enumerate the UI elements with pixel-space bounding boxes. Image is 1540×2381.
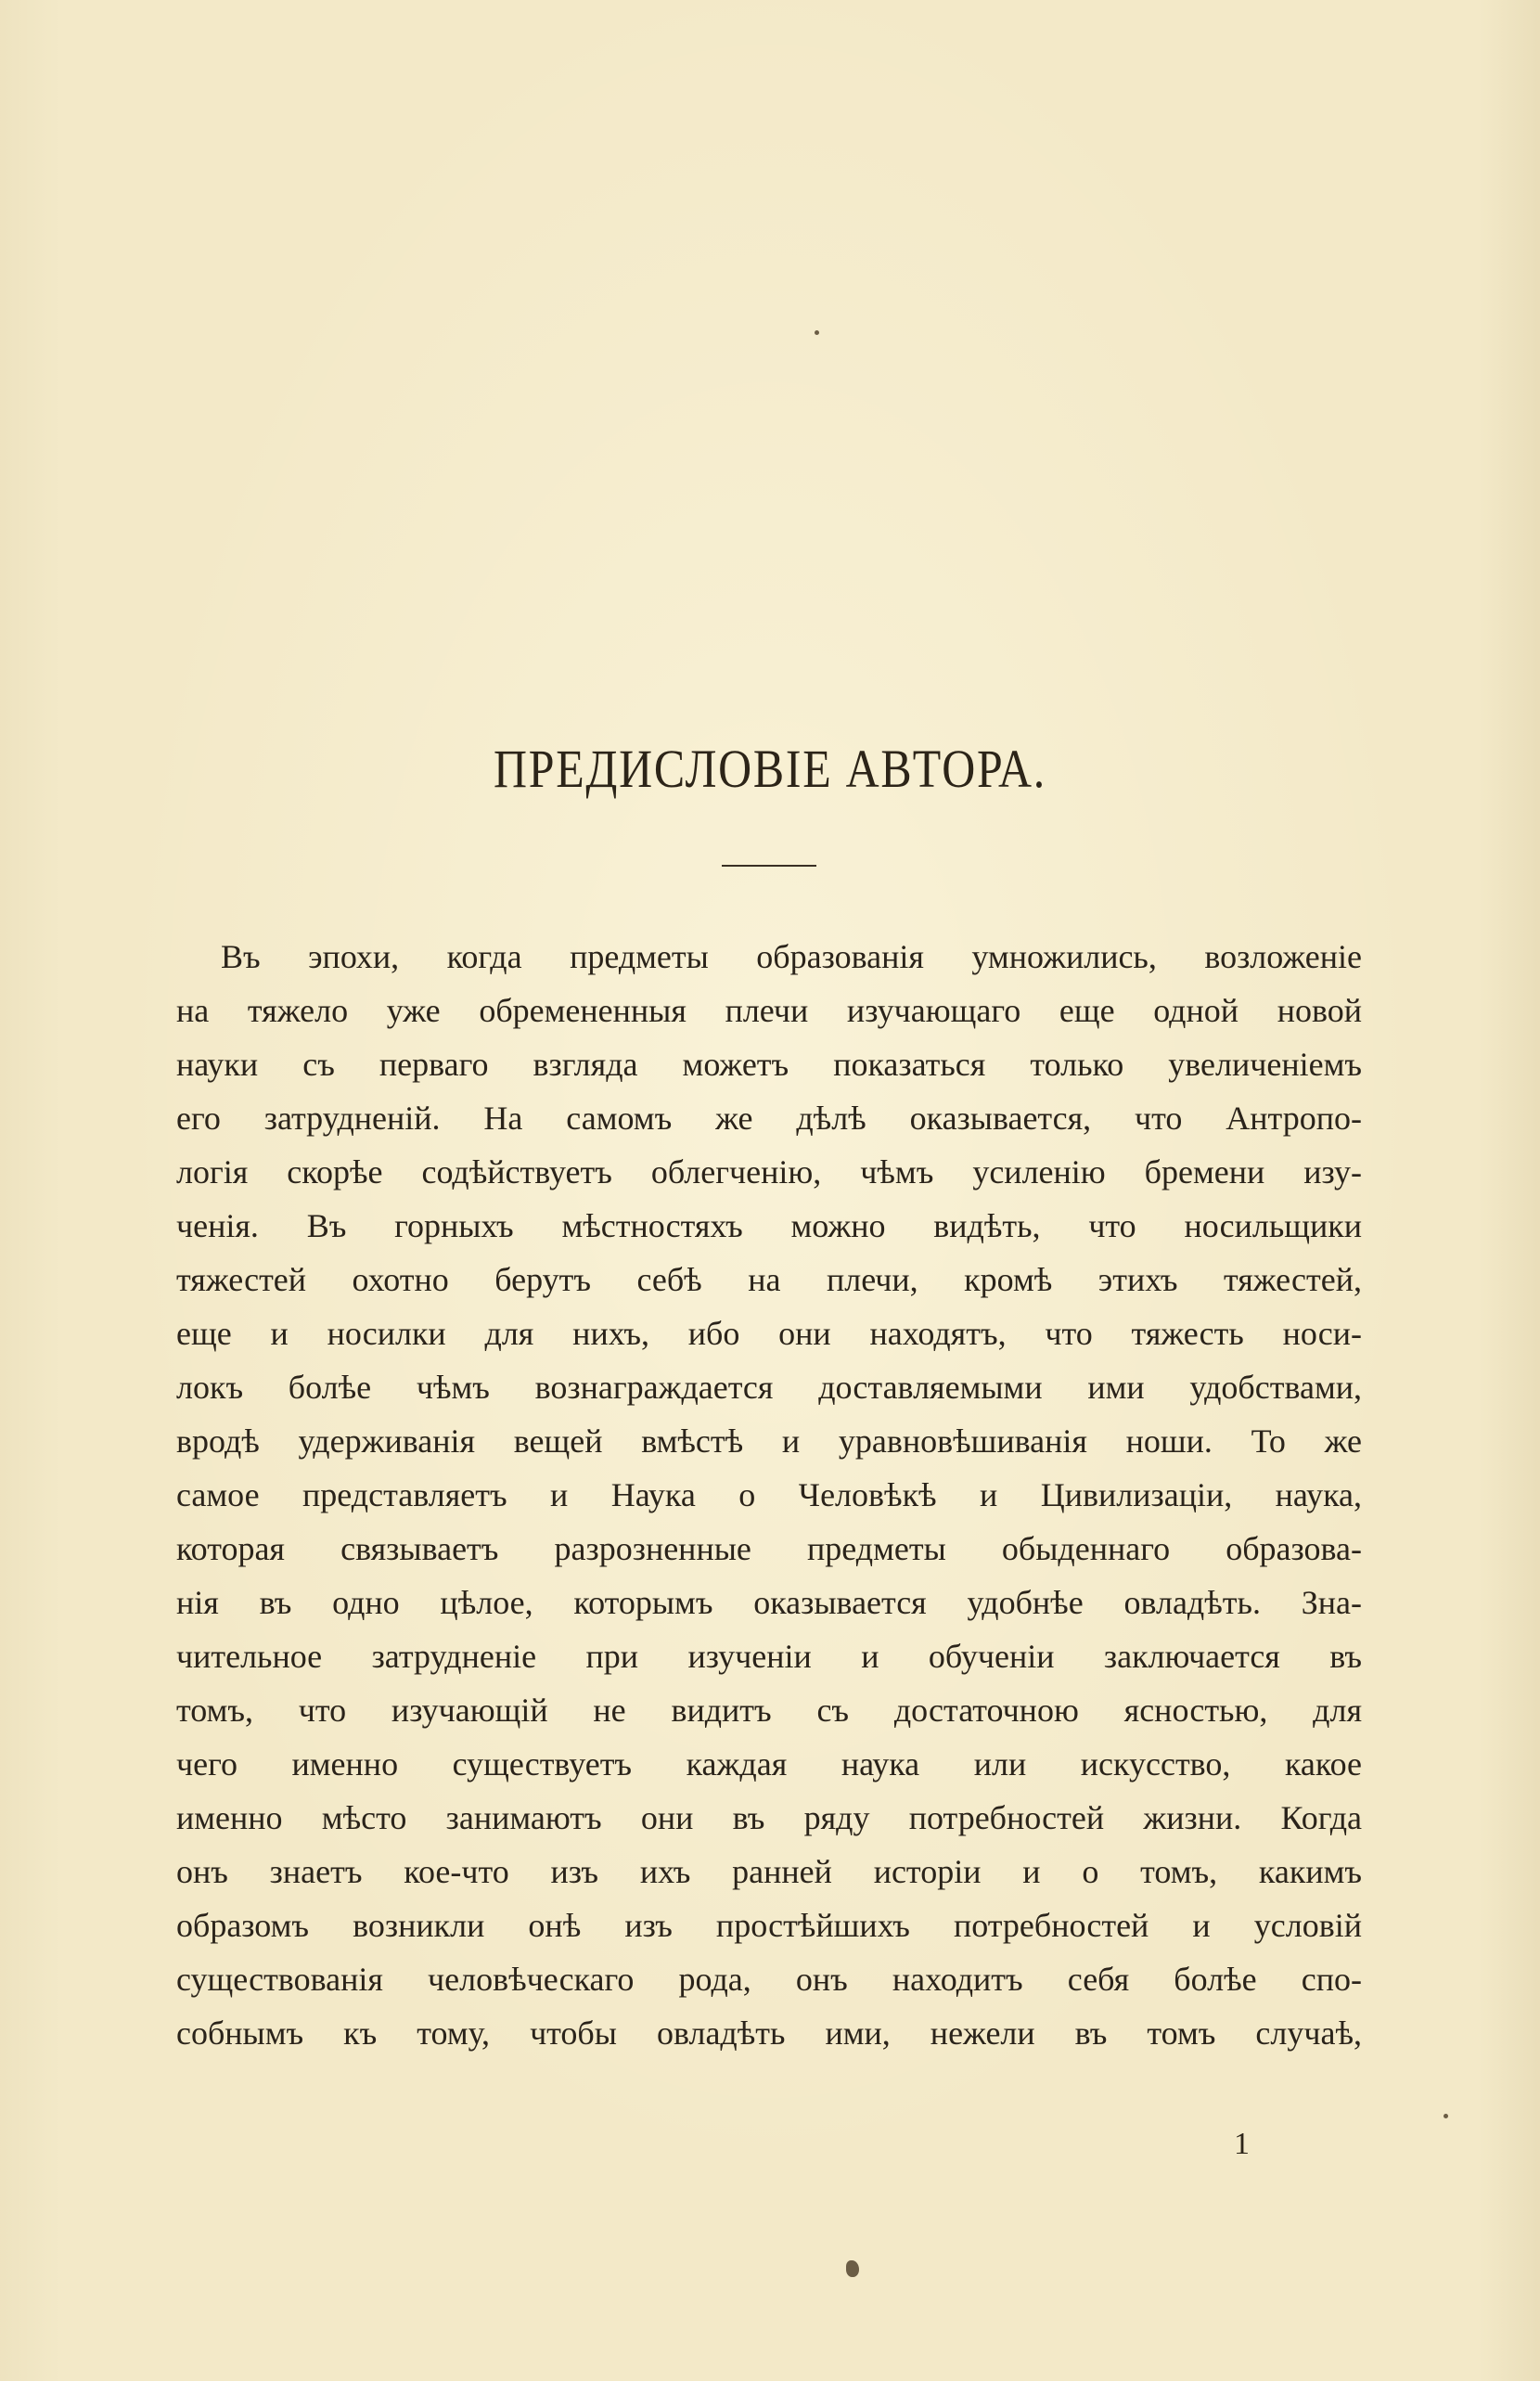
- text-line: именно мѣсто занимаютъ они въ ряду потребностей жизни. Когда: [176, 1799, 1362, 1836]
- text-line: образомъ возникли онѣ изъ простѣйшихъ потребностей и условій: [176, 1907, 1362, 1944]
- text-line: которая связываетъ разрозненные предметы обыденнаго образова-: [176, 1530, 1362, 1567]
- text-line: существованія человѣческаго рода, онъ находитъ себя болѣе спо-: [176, 1961, 1362, 1998]
- text-line: тяжестей охотно берутъ себѣ на плечи, кромѣ этихъ тяжестей,: [176, 1261, 1362, 1298]
- text-line: самое представляетъ и Наука о Человѣкѣ и Цивилизаціи, наука,: [176, 1476, 1362, 1513]
- ink-speck: [815, 330, 819, 335]
- text-line: Въ эпохи, когда предметы образованія умножились, возложеніе: [221, 938, 1362, 975]
- text-line: собнымъ къ тому, чтобы овладѣть ими, нежели въ томъ случаѣ,: [176, 2014, 1362, 2052]
- ink-speck: [846, 2260, 859, 2277]
- text-line: логія скорѣе содѣйствуетъ облегченію, чѣмъ усиленію бремени изу-: [176, 1153, 1362, 1190]
- chapter-heading: ПРЕДИСЛОВІЕ АВТОРА.: [494, 739, 1046, 799]
- ink-speck: [1444, 2114, 1448, 2118]
- text-line: ченія. Въ горныхъ мѣстностяхъ можно видѣть, что носильщики: [176, 1207, 1362, 1244]
- text-line: нія въ одно цѣлое, которымъ оказывается удобнѣе овладѣть. Зна-: [176, 1584, 1362, 1621]
- text-line: еще и носилки для нихъ, ибо они находятъ, что тяжесть носи-: [176, 1315, 1362, 1352]
- heading-divider: [722, 865, 816, 867]
- text-line: локъ болѣе чѣмъ вознаграждается доставляемыми ими удобствами,: [176, 1369, 1362, 1406]
- text-line: чительное затрудненіе при изученіи и обученіи заключается въ: [176, 1638, 1362, 1675]
- text-line: онъ знаетъ кое-что изъ ихъ ранней исторіи и о томъ, какимъ: [176, 1853, 1362, 1890]
- text-line: науки съ перваго взгляда можетъ показаться только увеличеніемъ: [176, 1046, 1362, 1083]
- text-line: вродѣ удерживанія вещей вмѣстѣ и уравновѣшиванія ноши. То же: [176, 1422, 1362, 1460]
- text-line: томъ, что изучающій не видитъ съ достаточною ясностью, для: [176, 1692, 1362, 1729]
- page-number: 1: [1234, 2127, 1250, 2161]
- text-line: его затрудненій. На самомъ же дѣлѣ оказывается, что Антропо-: [176, 1100, 1362, 1137]
- text-line: на тяжело уже обремененныя плечи изучающаго еще одной новой: [176, 992, 1362, 1029]
- text-line: чего именно существуетъ каждая наука или искусство, какое: [176, 1745, 1362, 1783]
- preface-paragraph: [176, 930, 1362, 2060]
